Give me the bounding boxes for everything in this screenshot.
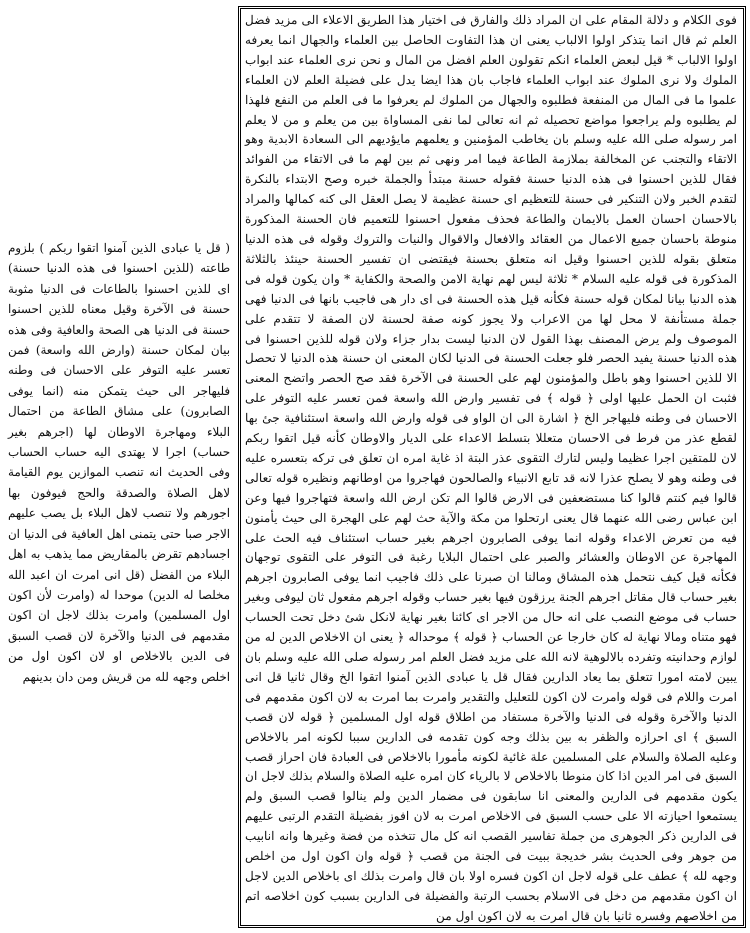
margin-commentary-text: ( قل يا عبادى الذين آمنوا اتقوا ربكم ) بلزوم طاعته (للذين احسنوا فى هذه الدنيا حسنة) اى للذين احسنوا بالطاعات فى الدنيا مثوبة حسنة فى الآخرة وقيل معناه للذين احسنوا حسنة فى الدنيا هى الصحة والعافية وفى هذه بيان لمكان حسنة (وارض الله واسعة) فمن تعسر عليه التوفر على الاحسان فى وطنه فليهاجر الى حيث يتمكن منه (انما يوفى الصابرون) على مشاق الطاعة من احتمال البلاء ومهاجرة الاوطان لها (اجرهم بغير حساب) اجرا لا يهتدى اليه حساب الحساب وفى الحديث انه تنصب الموازين يوم القيامة لاهل الصلاة والصدقة والحج فيوفون بها اجورهم ولا تنصب لاهل البلاء بل يصب عليهم الاجر صبا حتى يتمنى اهل العافية فى الدنيا ان اجسادهم تقرض بالمقاريض مما يذهب به اهل البلاء من الفضل (قل انى امرت ان اعبد الله مخلصا له الدين) موحدا له (وامرت لأن اكون اول المسلمين) وامرت بذلك لاجل ان اكون مقدمهم فى الدنيا والآخرة لان قصب السبق فى الدين بالاخلاص او لان اكون اول من اخلص وجهه لله من قريش ومن دان بدينهم — [8, 241, 230, 684]
main-commentary-frame — [238, 6, 746, 928]
main-commentary — [241, 9, 743, 927]
margin-commentary — [8, 238, 230, 687]
main-commentary-text: فوى الكلام و دلالة المقام على ان المراد ذلك والفارق فى اختيار هذا الطريق الاعلاء الى مزيد فضل العلم ثم قال انما يتذكر اولوا الالباب يعنى ان هذا التفاوت الحاصل بين العلماء والجهال انما يعرفه اولوا الالباب * قيل لبعض العلماء انكم تقولون العلم افضل من المال و نحن نرى العلماء عند ابواب الملوك ولا نرى الملوك عند ابواب العلماء فاجاب بان هذا ايضا يدل على فضيلة العلم لان العلماء علموا ما فى المال من المنفعة فطلبوه والجهال من الملوك لم يعرفوا ما فى العلم من النفع فلهذا لم يطلبوه ولم يراجعوا مواضع تحصيله ثم انه تعالى لما نفى المساواة بين من يعلم و من لا يعلم امر رسوله صلى الله عليه وسلم بان يخاطب المؤمنين و يعلمهم مايؤديهم الى السعادة الابدية وهو الاتقاء والتجنب عن المخالفة بملازمة الطاعة فيما امر ونهى ثم بين لهم ما فى الاتقاء من الفوائد فقال للذين احسنوا فى هذه الدنيا حسنة فقوله حسنة مبتدأ والجملة خبره وصح الابتداء بالنكرة لتقدم الخبر ولان التنكير فى حسنة للتعظيم اى حسنة عظيمة لا يصل العقل الى كنه كمالها والمراد بالاحسان احسان العمل بالايمان والطاعة فحذف مفعول احسنوا للتعميم فان الحسنة المذكورة منوطة باحسان جميع الاعمال من العقائد والافعال والاقوال والنيات والتروك وقوله فى هذه الدنيا متعلق بقوله للذين احسنوا وقيل انه متعلق بحسنة فيقتضى ان تفسير الحسنة حينئذ بالثلاثة المذكورة فى قوله عليه السلام * ثلاثة ليس لهم نهاية الامن والصحة والكفاية * وان يكون قوله فى هذه الدنيا بيانا لمكان قوله حسنة فكأنه قيل هذه الحسنة فى اى دار هى فاجيب بانها فى الدنيا فهى جملة مستأنفة لا محل لها من الاعراب ولا يجوز كونه صفة لحسنة لان الصفة لا تتقدم على الموصوف ولم يرض المصنف بهذا القول لان الدنيا ليست بدار جزاء ولان قوله للذين احسنوا فى هذه الدنيا حسنة يفيد الحصر فلو جعلت الحسنة فى الدنيا لكان المعنى ان حسنة هذه الدنيا لا تحصل الا للذين احسنوا وهو باطل والمؤمنون لهم على الحسنة فى الآخرة فقد صح الحصر واتضح المعنى فثبت ان الحمل عليها اولى ﴿ قوله ﴾ فى تفسير وارض الله واسعة فمن تعسر عليه التوفر على الاحسان فى وطنه فليهاجر الخ ﴿ اشارة الى ان الواو فى قوله وارض الله واسعة استئنافية جئ بها لقطع عذر من فرط فى الاحسان متعللا بتسلط الاعداء على الديار والاوطان كأنه قيل اتقوا ربكم لان للمتقين اجرا عظيما وليس لتارك التقوى عذر البتة اذ غاية امره ان تعلق فى تركه بتعسره عليه فى وطنه وهو لا يصلح عذرا لانه قد تابع الانبياء والصالحون فهاجروا من اوطانهم ونظيره قوله تعالى قالوا فيم كنتم قالوا كنا مستضعفين فى الارض قالوا الم تكن ارض الله واسعة فتهاجروا فيها وعن ابن عباس رضى الله عنهما قال يعنى ارتحلوا من مكة والآية حث لهم على الهجرة الى حيث يأمنون فيه من تعرض الاعداء وقوله انما يوفى الصابرون اجرهم بغير حساب استئناف فيه الحث على المهاجرة عن الاوطان والعشائر والصبر على احتمال البلايا رغبة فى التوفر على التقوى توجهان فكأنه قيل كيف نتحمل هذه المشاق ومالنا ان صبرنا على ذلك فاجيب انما يوفى الصابرون اجرهم بغير حساب قال مقاتل اجرهم الجنة يرزقون فيها بغير حساب وقوله اجرهم مفعول ثان ليوفى وبغير حساب فى موضع النصب على انه حال من الاجر اى كائنا بغير نهاية لانكل شئ دخل تحت الحساب فهو متناه ومالا نهاية له كان خارجا عن الحساب ﴿ قوله ﴾ موحداله ﴿ يعنى ان الاخلاص الدين له من لوازم وحدانيته وتفرده بالالوهية لانه الله على مزيد فضل العلم امر رسوله صلى الله عليه وسلم بان يبين لامته امورا تتعلق بما يعاد الدارين فقال قل يا عبادى الذين آمنوا اتقوا الخ وقال ثانيا قل انى امرت واللام فى قوله وامرت لان اكون للتعليل والتقدير وامرت بما امرت به لان اكون مقدمهم فى الدنيا والآخرة وقوله فى الدنيا والآخرة مستفاد من اطلاق قوله اول المسلمين ﴿ قوله لان قصب السبق ﴾ اى احرازه والظفر به بين بذلك وجه كون تقدمه فى الدارين سببا لكونه امر بالاخلاص وعليه الصلاة والسلام على المسلمين علة غائية لكونه مأمورا بالاخلاص فى العبادة فان احراز قصب السبق فى امر الدين اذا كان منوطا بالاخلاص لا بالرياء كان امره عليه الصلاة والسلام بذلك لاجل ان يكون مقدمهم فى الدارين والمعنى انا سابقون فى مضمار الدين ولم ينالوا قصب السبق ولم يستمعوا احيازته الا على حسب السبق فى الاخلاص امرت به لان افوز بفضيلة التقدم الرتبى عليهم فى الدارين ذكر الجوهرى من جملة تفاسير القصب انه كل مال تتخذه من فضة وغيرها وانه انابيب من جوهر وفى الحديث بشر خديجة ببيت فى الجنة من قصب ﴿ قوله وان اكون اول من اخلص وجهه لله ﴾ عطف على قوله لاجل ان اكون فسره اولا بان قال وامرت بذلك اى باخلاص الدين لاجل ان اكون مقدمهم من دخل فى الاسلام بحسب الرتبة والفضيلة فى الدارين بسبب كون اخلاصه اتم من اخلاصهم وفسره ثانيا بان قال امرت به لان اكون اول من — [245, 13, 737, 923]
